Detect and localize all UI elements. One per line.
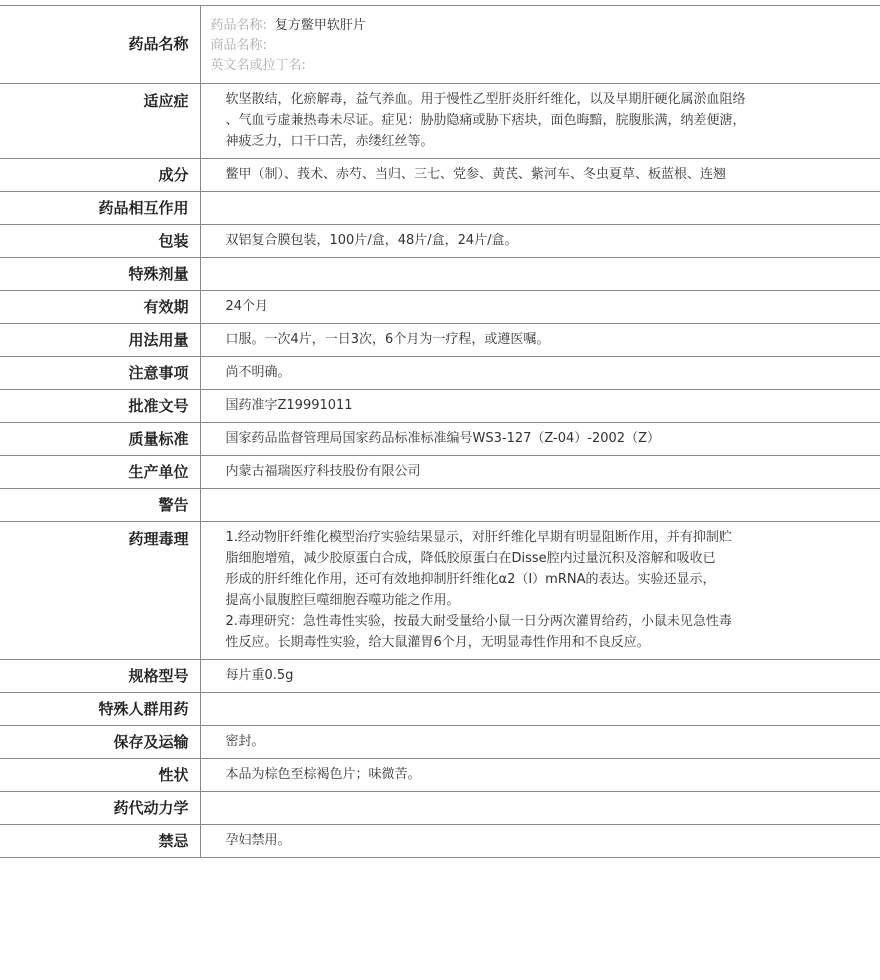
field-value <box>200 291 880 324</box>
field-label: 适应症 <box>0 84 200 159</box>
field-value <box>200 390 880 423</box>
field-value-line: 1.经动物肝纤维化模型治疗实验结果显示，对肝纤维化早期有明显阻断作用，并有抑制贮 <box>225 530 732 545</box>
latin-name-line <box>211 56 871 76</box>
field-value-line <box>226 797 871 818</box>
generic-name-key: 药品名称: <box>210 18 267 33</box>
field-value <box>200 759 880 792</box>
field-value-line: 脂细胞增殖，减少胶原蛋白合成，降低胶原蛋白在Disse腔内过量沉积及溶解和吸收已 <box>225 551 716 566</box>
field-value <box>200 357 880 390</box>
field-row <box>0 792 880 825</box>
field-row <box>0 693 880 726</box>
field-row <box>0 726 880 759</box>
generic-name-value: 复方鳖甲软肝片 <box>274 18 366 33</box>
field-row <box>0 324 880 357</box>
field-value <box>200 660 880 693</box>
field-value-line: 内蒙古福瑞医疗科技股份有限公司 <box>225 464 421 479</box>
field-row <box>0 825 880 858</box>
field-value <box>200 456 880 489</box>
field-value <box>200 159 880 192</box>
field-label: 警告 <box>0 489 200 522</box>
trade-name-line <box>211 36 871 56</box>
field-row <box>0 522 880 660</box>
field-value-line: 提高小鼠腹腔巨噬细胞吞噬功能之作用。 <box>225 593 460 608</box>
field-value <box>200 324 880 357</box>
field-row <box>0 225 880 258</box>
field-row <box>0 258 880 291</box>
field-value <box>200 726 880 759</box>
field-value-line: 软坚散结，化瘀解毒，益气养血。用于慢性乙型肝炎肝纤维化，以及早期肝硬化属淤血阻络 <box>225 92 746 107</box>
field-value-line: 密封。 <box>225 734 265 749</box>
field-label: 生产单位 <box>0 456 200 489</box>
field-label: 用法用量 <box>0 324 200 357</box>
field-value-line: 神疲乏力，口干口苦，赤缕红丝等。 <box>225 134 434 149</box>
field-label: 特殊剂量 <box>0 258 200 291</box>
generic-name-line <box>211 16 871 36</box>
row-label: 药品名称 <box>0 6 200 84</box>
field-value-line: 、气血亏虚兼热毒未尽证。症见：胁肋隐痛或胁下痞块，面色晦黯，脘腹胀满，纳差便溏， <box>225 113 746 128</box>
field-label: 禁忌 <box>0 825 200 858</box>
drug-info-sheet <box>0 5 880 858</box>
drug-info-table <box>0 5 880 858</box>
field-value-line: 本品为棕色至棕褐色片；味微苦。 <box>225 767 421 782</box>
field-value-line: 国药准字Z19991011 <box>225 398 353 413</box>
field-value <box>200 225 880 258</box>
field-value <box>200 489 880 522</box>
field-row <box>0 357 880 390</box>
field-label: 注意事项 <box>0 357 200 390</box>
field-value <box>200 522 880 660</box>
field-value <box>200 192 880 225</box>
field-value <box>200 825 880 858</box>
field-label: 特殊人群用药 <box>0 693 200 726</box>
field-row <box>0 456 880 489</box>
field-label: 批准文号 <box>0 390 200 423</box>
field-value-line: 口服。一次4片，一日3次，6个月为一疗程，或遵医嘱。 <box>225 332 550 347</box>
field-value <box>200 258 880 291</box>
field-value-line: 形成的肝纤维化作用，还可有效地抑制肝纤维化α2（I）mRNA的表达。实验还显示， <box>225 572 716 587</box>
field-value-line: 国家药品监督管理局国家药品标准标准编号WS3-127（Z-04）-2002（Z） <box>225 431 660 446</box>
trade-name-key: 商品名称: <box>210 38 267 53</box>
row-drug-name <box>0 6 880 84</box>
field-row <box>0 423 880 456</box>
field-label: 药代动力学 <box>0 792 200 825</box>
field-value-line: 双铝复合膜包装，100片/盒，48片/盒，24片/盒。 <box>225 233 518 248</box>
field-value-line: 性反应。长期毒性实验，给大鼠灌胃6个月，无明显毒性作用和不良反应。 <box>225 635 650 650</box>
field-row <box>0 84 880 159</box>
field-row <box>0 489 880 522</box>
field-label: 规格型号 <box>0 660 200 693</box>
field-value-line: 每片重0.5g <box>225 668 294 683</box>
field-value-line: 2.毒理研究：急性毒性实验，按最大耐受量给小鼠一日分两次灌胃给药，小鼠未见急性毒 <box>225 614 732 629</box>
field-label: 性状 <box>0 759 200 792</box>
field-label: 质量标准 <box>0 423 200 456</box>
field-value-line <box>226 494 871 515</box>
field-label: 有效期 <box>0 291 200 324</box>
field-value <box>200 423 880 456</box>
field-row <box>0 159 880 192</box>
field-value <box>200 792 880 825</box>
field-label: 药品相互作用 <box>0 192 200 225</box>
field-value <box>200 693 880 726</box>
field-value-line <box>226 197 871 218</box>
field-label: 保存及运输 <box>0 726 200 759</box>
field-label: 药理毒理 <box>0 522 200 660</box>
field-label: 成分 <box>0 159 200 192</box>
field-row <box>0 192 880 225</box>
latin-name-key: 英文名或拉丁名: <box>210 58 306 73</box>
field-value <box>200 84 880 159</box>
field-row <box>0 291 880 324</box>
field-value-line: 孕妇禁用。 <box>225 833 291 848</box>
field-row <box>0 660 880 693</box>
name-block <box>200 6 880 84</box>
field-row <box>0 759 880 792</box>
field-label: 包装 <box>0 225 200 258</box>
field-row <box>0 390 880 423</box>
field-value-line: 鳖甲（制）、莪术、赤芍、当归、三七、党参、黄芪、紫河车、冬虫夏草、板蓝根、连翘 <box>225 167 727 182</box>
field-value-line: 24个月 <box>225 299 269 314</box>
field-value-line <box>226 263 871 284</box>
field-value-line <box>226 698 871 719</box>
field-value-line: 尚不明确。 <box>225 365 291 380</box>
